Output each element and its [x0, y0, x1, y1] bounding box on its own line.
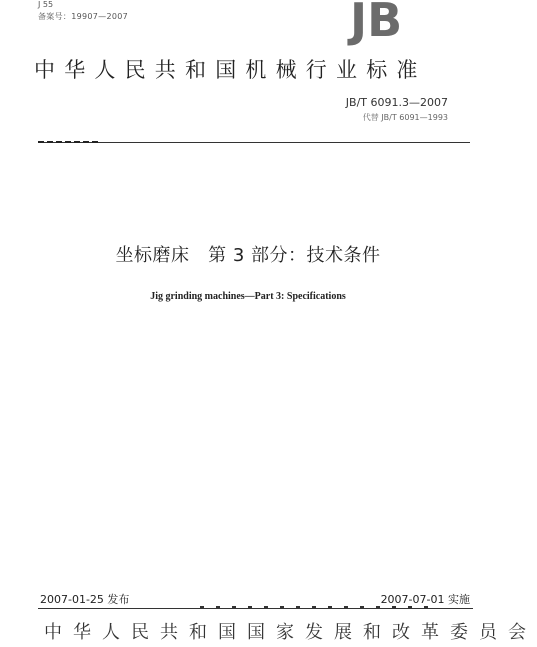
standard-category-title: 中华人民共和国机械行业标准	[34, 58, 427, 82]
implementation-date: 2007-07-01 实施	[380, 593, 470, 606]
standard-number: JB/T 6091.3—2007	[345, 96, 448, 109]
issuer-text-cropped: 中华人民共和国国家发展和改革委员会	[44, 622, 537, 643]
replaces-standard: 代替 JB/T 6091—1993	[362, 113, 448, 122]
document-title-chinese: 坐标磨床 第 3 部分：技术条件	[115, 245, 381, 266]
header-rule	[38, 142, 470, 143]
footer-rule-ticks	[200, 606, 440, 609]
document-title-english: Jig grinding machines—Part 3: Specifications	[150, 291, 346, 302]
jb-logo	[350, 0, 440, 47]
jb-logo-text: JB	[350, 0, 403, 47]
filing-number: 备案号：19907—2007	[38, 12, 129, 21]
ics-code: J 55	[38, 0, 54, 9]
issue-date: 2007-01-25 发布	[40, 593, 130, 606]
header-rule-dashes	[38, 141, 98, 143]
